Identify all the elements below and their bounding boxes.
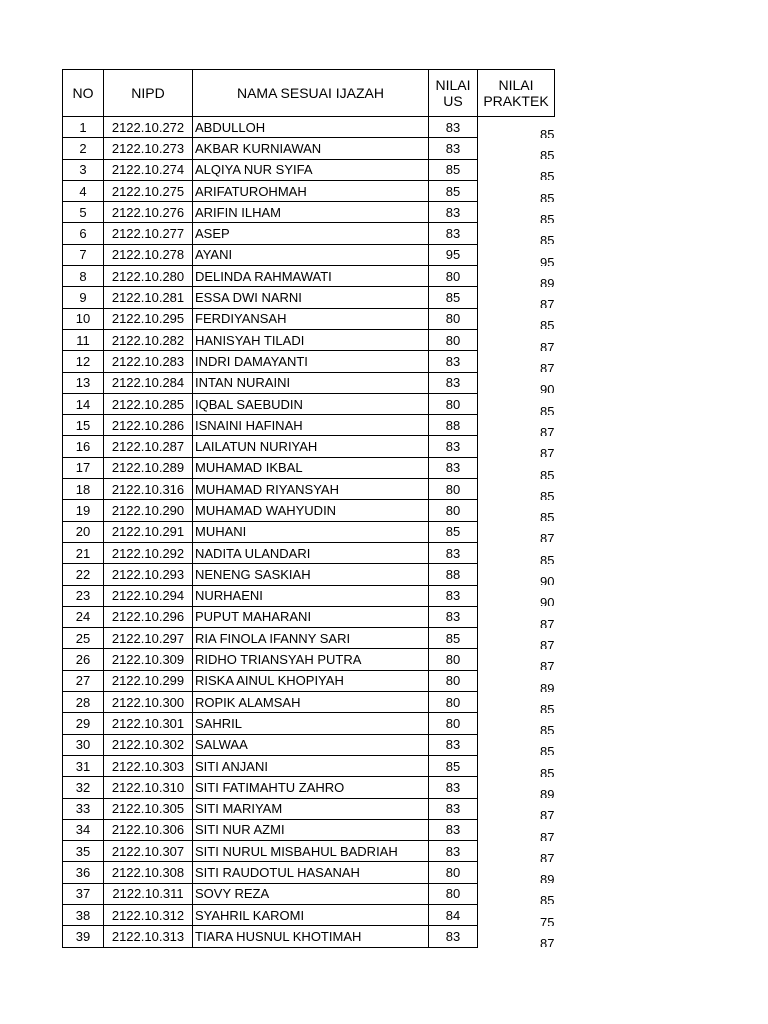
cell-nilai-praktek [478,223,555,244]
cell-nama: NURHAENI [193,585,429,606]
cell-nipd: 2122.10.301 [104,713,193,734]
nilai-praktek-value: 85 [540,701,555,713]
cell-nilai-us: 83 [429,734,478,755]
table-row [63,202,555,223]
nilai-praktek-value: 85 [540,233,555,245]
cell-nilai-us: 83 [429,926,478,947]
cell-nilai-us: 83 [429,798,478,819]
cell-nama: MUHAMAD IKBAL [193,457,429,478]
score-sheet [62,69,555,948]
cell-nilai-praktek [478,755,555,776]
cell-nilai-praktek [478,862,555,883]
nilai-praktek-value: 87 [540,616,555,628]
table-row [63,862,555,883]
cell-nilai-us: 83 [429,606,478,627]
cell-nipd: 2122.10.290 [104,500,193,521]
cell-nilai-us: 85 [429,180,478,201]
table-row [63,244,555,265]
table-row [63,819,555,840]
cell-nilai-praktek [478,777,555,798]
cell-no: 36 [63,862,104,883]
table-row [63,329,555,350]
cell-nilai-praktek [478,117,555,138]
table-row [63,415,555,436]
nilai-praktek-value: 87 [540,361,555,373]
table-row [63,521,555,542]
table-row [63,628,555,649]
cell-nipd: 2122.10.286 [104,415,193,436]
cell-nilai-praktek [478,798,555,819]
cell-nilai-us: 80 [429,500,478,521]
cell-no: 20 [63,521,104,542]
cell-nilai-us: 85 [429,755,478,776]
cell-nama: SYAHRIL KAROMI [193,904,429,925]
table-row [63,734,555,755]
cell-nilai-us: 83 [429,436,478,457]
nilai-praktek-value: 89 [540,872,555,884]
table-row [63,266,555,287]
cell-nilai-us: 95 [429,244,478,265]
cell-nilai-us: 80 [429,692,478,713]
cell-no: 29 [63,713,104,734]
table-row [63,542,555,563]
cell-nilai-us: 80 [429,713,478,734]
nilai-praktek-value: 87 [540,829,555,841]
cell-nilai-us: 83 [429,223,478,244]
cell-no: 12 [63,351,104,372]
cell-nilai-praktek [478,138,555,159]
cell-nama: SALWAA [193,734,429,755]
cell-nilai-praktek [478,479,555,500]
cell-nipd: 2122.10.303 [104,755,193,776]
nilai-praktek-value: 87 [540,446,555,458]
cell-no: 31 [63,755,104,776]
table-row [63,713,555,734]
cell-nipd: 2122.10.272 [104,117,193,138]
cell-nipd: 2122.10.294 [104,585,193,606]
cell-no: 14 [63,393,104,414]
nilai-praktek-value: 87 [540,659,555,671]
cell-nama: SOVY REZA [193,883,429,904]
cell-nipd: 2122.10.275 [104,180,193,201]
cell-no: 10 [63,308,104,329]
cell-nama: AKBAR KURNIAWAN [193,138,429,159]
cell-nipd: 2122.10.273 [104,138,193,159]
cell-nipd: 2122.10.316 [104,479,193,500]
header-nilai-us-line1: NILAI [435,77,471,93]
cell-no: 28 [63,692,104,713]
cell-nilai-us: 80 [429,670,478,691]
table-row [63,798,555,819]
table-row [63,393,555,414]
cell-no: 39 [63,926,104,947]
cell-nilai-us: 83 [429,542,478,563]
cell-nama: HANISYAH TILADI [193,329,429,350]
header-nilai-praktek [478,70,555,117]
cell-no: 37 [63,883,104,904]
cell-no: 4 [63,180,104,201]
cell-nama: IQBAL SAEBUDIN [193,393,429,414]
cell-nipd: 2122.10.295 [104,308,193,329]
cell-nama: RIA FINOLA IFANNY SARI [193,628,429,649]
cell-no: 33 [63,798,104,819]
cell-nipd: 2122.10.285 [104,393,193,414]
cell-nipd: 2122.10.274 [104,159,193,180]
cell-no: 16 [63,436,104,457]
table-row [63,904,555,925]
nilai-praktek-value: 87 [540,297,555,309]
nilai-praktek-value: 85 [540,488,555,500]
nilai-praktek-value: 85 [540,126,555,138]
cell-nilai-praktek [478,202,555,223]
nilai-praktek-value: 85 [540,552,555,564]
cell-nilai-us: 83 [429,351,478,372]
cell-nama: FERDIYANSAH [193,308,429,329]
cell-nilai-us: 80 [429,649,478,670]
nilai-praktek-value: 87 [540,531,555,543]
table-row [63,841,555,862]
cell-nilai-us: 85 [429,521,478,542]
cell-no: 7 [63,244,104,265]
cell-nilai-praktek [478,351,555,372]
cell-no: 22 [63,564,104,585]
nilai-praktek-value: 85 [540,467,555,479]
cell-no: 3 [63,159,104,180]
cell-nama: SAHRIL [193,713,429,734]
cell-nilai-praktek [478,436,555,457]
cell-nama: ASEP [193,223,429,244]
cell-nama: ABDULLOH [193,117,429,138]
cell-nama: SITI NUR AZMI [193,819,429,840]
table-row [63,670,555,691]
cell-nilai-praktek [478,692,555,713]
cell-no: 32 [63,777,104,798]
cell-no: 27 [63,670,104,691]
cell-nilai-praktek [478,372,555,393]
nilai-praktek-value: 89 [540,787,555,798]
cell-nipd: 2122.10.312 [104,904,193,925]
table-row [63,479,555,500]
cell-nilai-us: 83 [429,202,478,223]
cell-nipd: 2122.10.278 [104,244,193,265]
cell-no: 17 [63,457,104,478]
cell-no: 1 [63,117,104,138]
cell-nama: ARIFATUROHMAH [193,180,429,201]
table-row [63,287,555,308]
cell-nama: ISNAINI HAFINAH [193,415,429,436]
cell-no: 35 [63,841,104,862]
nilai-praktek-value: 85 [540,211,555,223]
cell-no: 26 [63,649,104,670]
cell-nilai-us: 80 [429,308,478,329]
cell-nilai-praktek [478,521,555,542]
cell-nilai-praktek [478,244,555,265]
cell-nama: PUPUT MAHARANI [193,606,429,627]
cell-nilai-praktek [478,713,555,734]
cell-nama: ROPIK ALAMSAH [193,692,429,713]
cell-nilai-praktek [478,606,555,627]
table-row [63,692,555,713]
cell-nilai-us: 84 [429,904,478,925]
cell-nilai-praktek [478,585,555,606]
table-row [63,500,555,521]
cell-no: 2 [63,138,104,159]
table-body [63,117,555,948]
cell-nipd: 2122.10.309 [104,649,193,670]
cell-no: 15 [63,415,104,436]
table-row [63,585,555,606]
nilai-praktek-value: 85 [540,318,555,330]
cell-nama: MUHAMAD RIYANSYAH [193,479,429,500]
cell-nipd: 2122.10.305 [104,798,193,819]
cell-nama: SITI NURUL MISBAHUL BADRIAH [193,841,429,862]
cell-nipd: 2122.10.299 [104,670,193,691]
nilai-praktek-value: 85 [540,765,555,777]
cell-nama: SITI FATIMAHTU ZAHRO [193,777,429,798]
cell-nilai-praktek [478,542,555,563]
header-nilai-praktek-line1: NILAI [498,77,534,93]
cell-nipd: 2122.10.310 [104,777,193,798]
cell-nipd: 2122.10.297 [104,628,193,649]
nilai-praktek-value: 87 [540,339,555,351]
header-nilai-us [429,70,478,117]
nilai-praktek-value: 89 [540,680,555,692]
table-row [63,564,555,585]
cell-no: 34 [63,819,104,840]
cell-nilai-praktek [478,287,555,308]
nilai-praktek-value: 85 [540,744,555,756]
cell-nipd: 2122.10.281 [104,287,193,308]
cell-nama: NENENG SASKIAH [193,564,429,585]
cell-no: 9 [63,287,104,308]
cell-no: 11 [63,329,104,350]
cell-nama: INDRI DAMAYANTI [193,351,429,372]
nilai-praktek-value: 85 [540,169,555,181]
table-row [63,883,555,904]
cell-nipd: 2122.10.276 [104,202,193,223]
nilai-praktek-value: 87 [540,936,555,948]
cell-nilai-praktek [478,329,555,350]
header-row [63,70,555,117]
table-row [63,351,555,372]
nilai-praktek-value: 85 [540,190,555,202]
nilai-praktek-value: 89 [540,275,555,287]
cell-nipd: 2122.10.300 [104,692,193,713]
cell-no: 21 [63,542,104,563]
header-nipd: NIPD [104,70,193,117]
cell-nilai-us: 88 [429,564,478,585]
cell-nipd: 2122.10.283 [104,351,193,372]
cell-nipd: 2122.10.284 [104,372,193,393]
cell-nilai-praktek [478,670,555,691]
cell-nipd: 2122.10.302 [104,734,193,755]
nilai-praktek-value: 85 [540,893,555,905]
cell-nipd: 2122.10.277 [104,223,193,244]
nilai-praktek-value: 87 [540,424,555,436]
cell-nama: ESSA DWI NARNI [193,287,429,308]
cell-nilai-us: 83 [429,819,478,840]
cell-nama: AYANI [193,244,429,265]
table-row [63,159,555,180]
cell-nilai-us: 80 [429,862,478,883]
cell-nilai-us: 83 [429,841,478,862]
cell-nipd: 2122.10.306 [104,819,193,840]
cell-nilai-us: 80 [429,479,478,500]
nilai-praktek-value: 90 [540,574,555,586]
cell-nilai-us: 83 [429,138,478,159]
cell-nilai-praktek [478,649,555,670]
table-row [63,649,555,670]
nilai-praktek-value: 87 [540,850,555,862]
cell-nilai-us: 80 [429,329,478,350]
table-row [63,926,555,947]
table-row [63,223,555,244]
cell-nipd: 2122.10.308 [104,862,193,883]
cell-nilai-praktek [478,159,555,180]
table-row [63,755,555,776]
cell-nilai-praktek [478,904,555,925]
cell-nipd: 2122.10.296 [104,606,193,627]
cell-nilai-praktek [478,883,555,904]
cell-no: 13 [63,372,104,393]
table-row [63,457,555,478]
cell-no: 25 [63,628,104,649]
cell-nipd: 2122.10.282 [104,329,193,350]
cell-nama: MUHANI [193,521,429,542]
cell-nama: NADITA ULANDARI [193,542,429,563]
cell-nilai-praktek [478,266,555,287]
cell-nilai-praktek [478,841,555,862]
nilai-praktek-value: 85 [540,403,555,415]
cell-nilai-praktek [478,628,555,649]
cell-nilai-us: 83 [429,585,478,606]
table-row [63,606,555,627]
cell-nilai-praktek [478,564,555,585]
nilai-praktek-value: 90 [540,595,555,607]
cell-no: 38 [63,904,104,925]
cell-nilai-us: 88 [429,415,478,436]
cell-nilai-us: 83 [429,372,478,393]
table-row [63,117,555,138]
cell-nilai-praktek [478,926,555,947]
cell-nama: SITI ANJANI [193,755,429,776]
header-no: NO [63,70,104,117]
cell-nilai-us: 83 [429,117,478,138]
cell-no: 24 [63,606,104,627]
cell-nilai-praktek [478,393,555,414]
cell-nipd: 2122.10.287 [104,436,193,457]
table-row [63,372,555,393]
header-nilai-praktek-line2: PRAKTEK [483,93,549,109]
cell-nilai-us: 80 [429,883,478,904]
cell-nipd: 2122.10.291 [104,521,193,542]
cell-nipd: 2122.10.307 [104,841,193,862]
cell-nipd: 2122.10.293 [104,564,193,585]
table-row [63,180,555,201]
cell-nipd: 2122.10.292 [104,542,193,563]
cell-nipd: 2122.10.313 [104,926,193,947]
cell-nilai-us: 83 [429,457,478,478]
header-nilai-us-line2: US [443,93,463,109]
cell-no: 18 [63,479,104,500]
cell-nama: LAILATUN NURIYAH [193,436,429,457]
cell-no: 19 [63,500,104,521]
cell-no: 23 [63,585,104,606]
cell-nama: ALQIYA NUR SYIFA [193,159,429,180]
cell-nilai-us: 80 [429,393,478,414]
cell-no: 30 [63,734,104,755]
cell-nipd: 2122.10.311 [104,883,193,904]
cell-no: 5 [63,202,104,223]
cell-nama: SITI MARIYAM [193,798,429,819]
score-table [62,69,555,948]
cell-nipd: 2122.10.289 [104,457,193,478]
nilai-praktek-value: 75 [540,914,555,926]
cell-nama: TIARA HUSNUL KHOTIMAH [193,926,429,947]
cell-nilai-praktek [478,819,555,840]
cell-nilai-praktek [478,415,555,436]
nilai-praktek-value: 90 [540,382,555,394]
nilai-praktek-value: 87 [540,808,555,820]
cell-nama: INTAN NURAINI [193,372,429,393]
table-row [63,777,555,798]
table-row [63,436,555,457]
cell-nama: ARIFIN ILHAM [193,202,429,223]
cell-nilai-praktek [478,734,555,755]
nilai-praktek-value: 87 [540,637,555,649]
cell-no: 8 [63,266,104,287]
nilai-praktek-value: 85 [540,723,555,735]
cell-nilai-praktek [478,457,555,478]
header-nama: NAMA SESUAI IJAZAH [193,70,429,117]
cell-nama: DELINDA RAHMAWATI [193,266,429,287]
cell-nilai-praktek [478,500,555,521]
table-row [63,308,555,329]
cell-nama: MUHAMAD WAHYUDIN [193,500,429,521]
nilai-praktek-value: 95 [540,254,555,266]
nilai-praktek-value: 85 [540,510,555,522]
table-row [63,138,555,159]
cell-no: 6 [63,223,104,244]
cell-nama: RIDHO TRIANSYAH PUTRA [193,649,429,670]
cell-nilai-us: 85 [429,628,478,649]
cell-nama: SITI RAUDOTUL HASANAH [193,862,429,883]
cell-nilai-us: 85 [429,159,478,180]
cell-nipd: 2122.10.280 [104,266,193,287]
cell-nilai-us: 83 [429,777,478,798]
cell-nilai-praktek [478,180,555,201]
nilai-praktek-value: 85 [540,148,555,160]
cell-nilai-praktek [478,308,555,329]
cell-nilai-us: 85 [429,287,478,308]
cell-nama: RISKA AINUL KHOPIYAH [193,670,429,691]
cell-nilai-us: 80 [429,266,478,287]
